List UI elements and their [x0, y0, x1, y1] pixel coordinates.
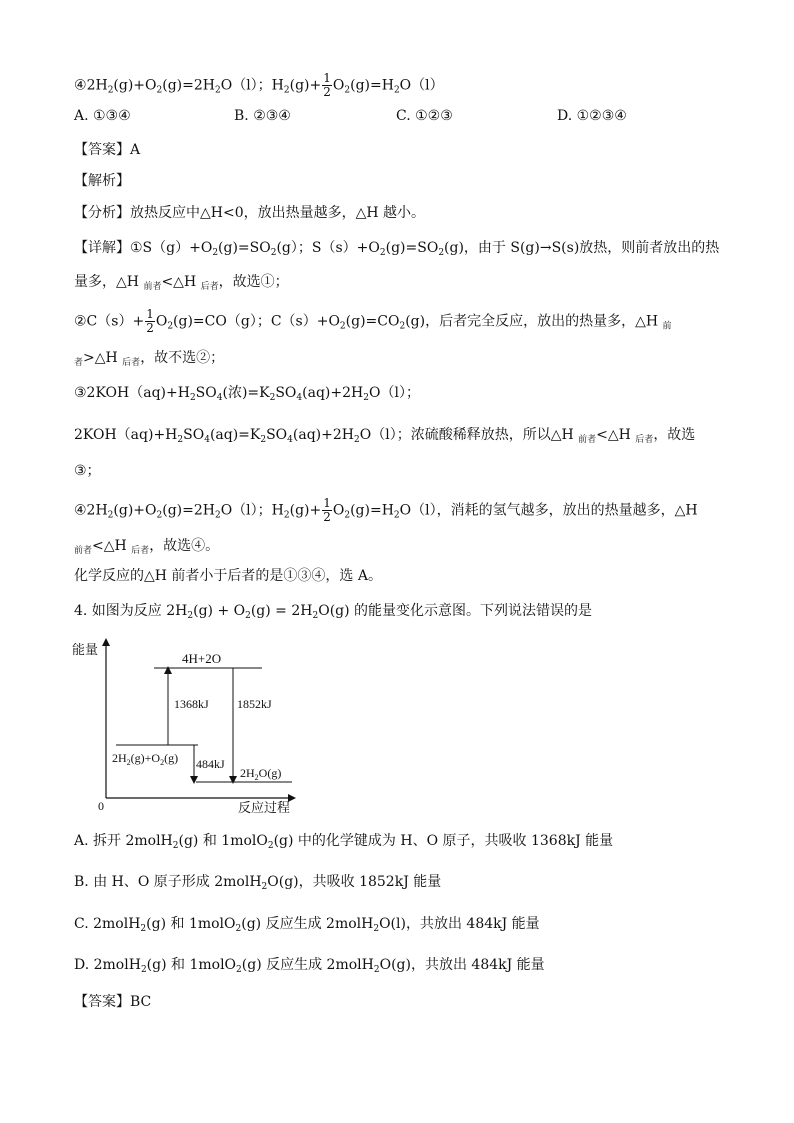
eq-text: (g)+O	[113, 502, 157, 519]
q4-option-a	[74, 831, 613, 856]
subscript: 2	[245, 611, 251, 621]
option-d: D. ①②③④	[557, 108, 627, 124]
eq-text: (g)+	[289, 502, 322, 519]
subscript: 2	[270, 248, 277, 258]
eq-text: O	[332, 502, 345, 519]
text: ，故不选②；	[140, 350, 225, 366]
fraction-half	[145, 308, 155, 335]
subscript-qian: 前者	[578, 435, 597, 445]
detail-line-4	[74, 497, 698, 526]
q3-item4-line	[74, 72, 444, 101]
answer-value: BC	[130, 994, 152, 1010]
detail-line-2	[74, 308, 672, 337]
eq-text: (g）；S（s）+O	[276, 240, 380, 256]
subscript: 2	[393, 85, 400, 96]
subscript: 4	[287, 435, 293, 445]
q4-option-c	[74, 914, 540, 939]
detail-line-2b	[74, 348, 224, 373]
energy-diagram	[60, 632, 320, 822]
text: ，故选④。	[149, 538, 220, 554]
eq-text: O（l）；浓硫酸稀释放热，所以△H	[359, 427, 579, 443]
text: ，故选①；	[218, 274, 289, 290]
eq-text: (g)=H	[350, 77, 394, 94]
subscript-hou: 后者	[122, 358, 141, 368]
stem-text: O(g) 的能量变化示意图。下列说法错误的是	[318, 603, 593, 619]
top-level-label: 4H+2O	[182, 651, 222, 666]
origin-label: 0	[98, 799, 104, 813]
eq-text: O	[155, 313, 168, 330]
text: ，故选	[653, 427, 696, 443]
frac-numerator: 1	[323, 496, 331, 510]
eq-text: (浓)=K	[222, 385, 270, 401]
subscript: 2	[261, 882, 268, 892]
opt-text: (g) 和 1molO	[146, 916, 236, 932]
eq-text: 2H	[86, 77, 108, 94]
item-mark: ④	[74, 77, 87, 94]
detail-line-4b	[74, 536, 219, 561]
eq-text: (g)=2H	[162, 502, 215, 519]
answer-value: A	[130, 142, 141, 158]
q4-option-b	[74, 872, 441, 897]
subscript: 2	[214, 85, 221, 96]
eq-text: (g)+	[289, 77, 322, 94]
eq-text: 2KOH（aq)+H	[74, 427, 178, 443]
eq-text: (aq)=K	[209, 427, 261, 443]
subscript-hou: 后者	[131, 546, 150, 556]
answer-tag: 【答案】	[74, 994, 130, 1010]
eq-text: SO	[183, 427, 205, 443]
eq-text: O	[332, 77, 345, 94]
eq-text: ②C（s）+	[74, 313, 145, 330]
subscript: 2	[283, 85, 290, 96]
text: <△H	[596, 427, 636, 443]
eq-text: SO	[195, 385, 217, 401]
subscript: 2	[214, 510, 221, 521]
subscript: 2	[260, 435, 267, 445]
subscript-qian: 前	[662, 321, 672, 332]
opt-text: A. 拆开 2molH	[74, 833, 173, 849]
subscript: 2	[438, 248, 445, 258]
stem-text: (g) + O	[193, 603, 246, 619]
q4-answer-line	[74, 992, 151, 1012]
eq-text: (aq)+2H	[302, 385, 364, 401]
xiangjie-tag: 【详解】	[74, 240, 130, 256]
subscript: 2	[235, 924, 242, 934]
eq-text: (g)，后者完全反应，放出的热量多，△H	[405, 313, 663, 330]
eq-text: (g)=CO	[345, 313, 400, 330]
eq-text: O（l）	[399, 77, 444, 94]
stem-text: 4. 如图为反应 2H	[74, 603, 188, 619]
subscript-hou: 后者	[200, 282, 219, 292]
subscript: 2	[107, 85, 114, 96]
opt-text: O(l)，共放出 484kJ 能量	[379, 916, 540, 932]
opt-text: (g) 和 1molO	[146, 957, 237, 973]
subscript: 4	[204, 435, 210, 445]
subscript: 2	[269, 393, 276, 403]
eq-text: (g)=CO（g）；C（s）+O	[173, 313, 340, 330]
subscript: 2	[212, 248, 219, 258]
text: 量多，△H	[74, 274, 144, 290]
eq-text: O（l）；	[368, 385, 420, 401]
subscript-qian: 前者	[143, 282, 162, 292]
subscript-hou: 后者	[635, 435, 654, 445]
answer-line	[74, 140, 140, 160]
arrow-1852-label: 1852kJ	[237, 697, 272, 711]
subscript: 2	[236, 965, 242, 975]
fraction-half	[322, 72, 332, 99]
detail-line-1	[74, 238, 719, 263]
reactant-level-label: $2H_2(g)+O_2(g)$	[112, 751, 179, 767]
subscript: 2	[312, 611, 319, 621]
eq-text: (g)+O	[113, 77, 157, 94]
subscript: 2	[140, 965, 147, 975]
option-b: B. ②③④	[234, 108, 291, 124]
text: <△H	[92, 538, 132, 554]
subscript: 2	[172, 841, 179, 851]
subscript: 2	[379, 248, 386, 258]
q4-option-d	[74, 955, 545, 980]
arrow-1368-label: 1368kJ	[174, 697, 209, 711]
analysis-tag: 【解析】	[74, 173, 130, 189]
subscript: 2	[189, 393, 196, 403]
frac-denominator: 2	[323, 85, 331, 99]
subscript: 2	[373, 965, 380, 975]
detail-line-3	[74, 383, 420, 408]
subscript-qian: 前者	[74, 546, 93, 556]
subscript: 2	[283, 510, 290, 521]
eq-text: ③2KOH（aq)+H	[74, 385, 190, 401]
subscript: 2	[373, 924, 380, 934]
text: >△H	[83, 350, 123, 366]
eq-text: (aq)+2H	[292, 427, 354, 443]
fenxi-text: 放热反应中△H<0，放出热量越多，△H 越小。	[130, 205, 426, 221]
detail-line-3b	[74, 425, 695, 450]
eq-text: O（l），消耗的氢气越多，放出的热量越多，△H	[399, 502, 698, 519]
subscript: 2	[140, 924, 147, 934]
option-a: A. ①③④	[74, 108, 131, 124]
detail-line-1b	[74, 272, 289, 297]
opt-text: O(g)，共放出 484kJ 能量	[379, 957, 545, 973]
eq-text: ④2H	[74, 502, 108, 519]
eq-text: ①S（g）+O	[130, 240, 213, 256]
product-level-label: $2H_2O(g)$	[240, 766, 282, 782]
opt-text: O(g)，共吸收 1852kJ 能量	[267, 874, 442, 890]
opt-text: C. 2molH	[74, 916, 141, 932]
opt-text: (g) 反应生成 2molH	[241, 916, 374, 932]
subscript: 4	[216, 393, 223, 403]
eq-text: (g)=2H	[162, 77, 215, 94]
eq-text: (g)=SO	[218, 240, 271, 256]
subscript: 2	[363, 393, 369, 403]
option-c: C. ①②③	[396, 108, 453, 124]
frac-denominator: 2	[146, 321, 154, 335]
fraction-half	[322, 497, 332, 524]
subscript: 2	[177, 435, 184, 445]
fenxi-tag: 【分析】	[74, 205, 130, 221]
eq-text: (g)=H	[350, 502, 394, 519]
subscript: 4	[296, 393, 303, 403]
fenxi-line	[74, 203, 425, 223]
subscript: 2	[354, 435, 360, 445]
subscript: 2	[267, 841, 274, 851]
subscript: 2	[187, 611, 194, 621]
frac-denominator: 2	[323, 510, 331, 524]
subscript: 2	[156, 510, 163, 521]
subscript: 2	[344, 510, 351, 521]
subscript: 2	[107, 510, 114, 521]
subscript: 2	[393, 510, 400, 521]
frac-numerator: 1	[323, 71, 331, 85]
x-axis-label: 反应过程	[238, 800, 291, 815]
frac-numerator: 1	[146, 307, 154, 321]
subscript: 2	[167, 321, 174, 332]
subscript: 2	[344, 85, 351, 96]
eq-text: SO	[275, 385, 297, 401]
subscript: 2	[339, 321, 346, 332]
subscript: 2	[399, 321, 406, 332]
opt-text: D. 2molH	[74, 957, 141, 973]
opt-text: (g) 和 1molO	[178, 833, 268, 849]
subscript: 2	[156, 85, 163, 96]
text: <△H	[161, 274, 201, 290]
eq-text: O（l）；H	[220, 77, 284, 94]
eq-text: (g)=SO	[385, 240, 439, 256]
conclusion-line: 化学反应的△H 前者小于后者的是①③④，选 A。	[74, 568, 382, 584]
opt-text: (g) 反应生成 2molH	[241, 957, 374, 973]
opt-text: B. 由 H、O 原子形成 2molH	[74, 874, 262, 890]
q4-stem	[74, 601, 592, 626]
arrow-484-label: 484kJ	[196, 757, 225, 771]
opt-text: (g) 中的化学键成为 H、O 原子，共吸收 1368kJ 能量	[273, 833, 614, 849]
detail-line-3c: ③；	[74, 463, 101, 479]
eq-text: O（l）；H	[220, 502, 284, 519]
subscript-zhe: 者	[74, 358, 84, 368]
answer-tag: 【答案】	[74, 142, 130, 158]
stem-text: (g) = 2H	[250, 603, 313, 619]
eq-text: SO	[266, 427, 288, 443]
y-axis-label: 能量	[72, 642, 99, 657]
eq-text: (g)，由于 S(g)→S(s)放热，则前者放出的热	[444, 240, 720, 256]
